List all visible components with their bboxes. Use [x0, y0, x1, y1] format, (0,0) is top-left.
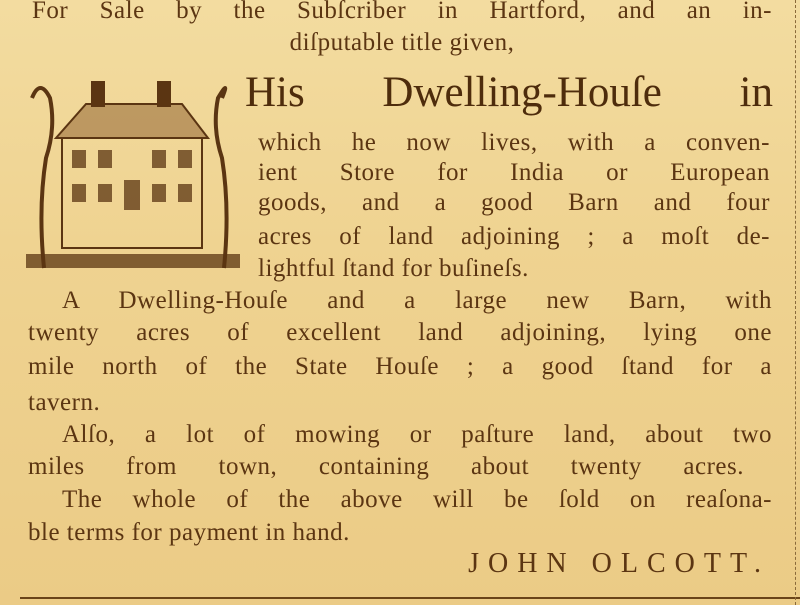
body-line: A Dwelling-Houſe and a large new Barn, with: [62, 287, 772, 314]
wrap-line: which he now lives, with a conven-: [258, 129, 770, 156]
body-line: The whole of the above will be ſold on reaſona-: [62, 486, 772, 513]
wrap-line: acres of land adjoining ; a moſt de-: [258, 223, 770, 250]
body-line: miles from town, containing about twenty acres.: [28, 453, 744, 480]
body-line: Alſo, a lot of mowing or paſture land, about two: [62, 421, 772, 448]
signature: JOHN OLCOTT.: [468, 548, 770, 579]
body-line: tavern.: [28, 389, 101, 416]
body-line: ble terms for payment in hand.: [28, 519, 350, 546]
wrap-line: goods, and a good Barn and four: [258, 189, 770, 216]
intro-line-1: For Sale by the Subſcriber in Hartford, and an in-: [32, 0, 772, 24]
bottom-rule: [20, 597, 800, 599]
intro-line-2: diſputable title given,: [289, 29, 515, 56]
wrap-line: ient Store for India or European: [258, 159, 770, 186]
body-line: twenty acres of excellent land adjoining, lying one: [28, 319, 772, 346]
headline: His Dwelling-Houſe in: [245, 69, 773, 116]
house-illustration-icon: [26, 68, 240, 278]
wrap-line: lightful ſtand for buſineſs.: [258, 255, 529, 282]
body-line: mile north of the State Houſe ; a good ſtand for a: [28, 353, 772, 380]
column-rule: [794, 0, 796, 605]
